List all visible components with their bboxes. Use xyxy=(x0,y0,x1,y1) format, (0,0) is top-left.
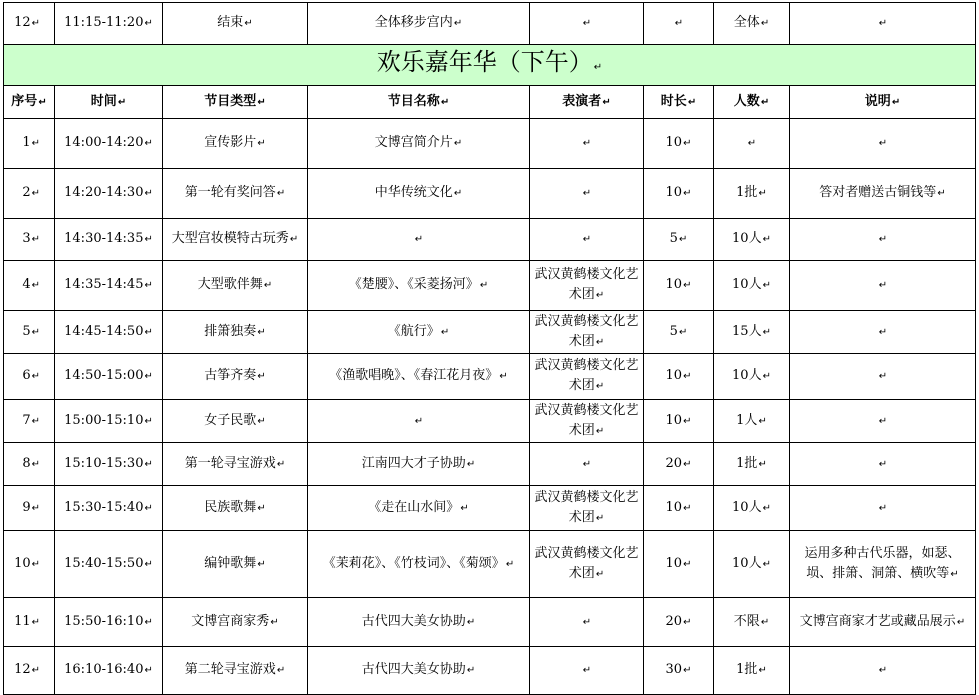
cell-seq: 2↵ xyxy=(4,169,55,219)
cell-time: 14:20-14:30↵ xyxy=(55,169,163,219)
cell-note: ↵ xyxy=(790,261,976,311)
table-row xyxy=(4,311,976,354)
cell-time: 15:50-16:10↵ xyxy=(55,598,163,647)
cell-performer: 武汉黄鹤楼文化艺术团↵ xyxy=(530,400,644,443)
cell-seq: 9↵ xyxy=(4,486,55,531)
cell-people: 1批↵ xyxy=(714,169,790,219)
cell-name: 江南四大才子协助↵ xyxy=(308,443,530,486)
top-row xyxy=(4,3,976,45)
table-row xyxy=(4,443,976,486)
cell-name: 中华传统文化↵ xyxy=(308,169,530,219)
cell-duration: 10↵ xyxy=(644,354,714,400)
cell-type: 第一轮有奖问答↵ xyxy=(163,169,308,219)
cell-note: ↵ xyxy=(790,311,976,354)
cell-time: 15:00-15:10↵ xyxy=(55,400,163,443)
cell-duration: 10↵ xyxy=(644,531,714,598)
cell-people: ↵ xyxy=(714,119,790,169)
cell-name: 古代四大美女协助↵ xyxy=(308,598,530,647)
table-row xyxy=(4,219,976,261)
cell-people: 1人↵ xyxy=(714,400,790,443)
cell-name: 《茉莉花》、《竹枝词》、《菊颂》↵ xyxy=(308,531,530,598)
cell-performer: 武汉黄鹤楼文化艺术团↵ xyxy=(530,261,644,311)
cell-performer: 武汉黄鹤楼文化艺术团↵ xyxy=(530,531,644,598)
cell-duration: 5↵ xyxy=(644,311,714,354)
cell-duration: 10↵ xyxy=(644,169,714,219)
header-performer: 表演者↵ xyxy=(530,86,644,119)
cell-note: ↵ xyxy=(790,219,976,261)
cell-seq: 8↵ xyxy=(4,443,55,486)
table-row xyxy=(4,354,976,400)
cell-seq: 11↵ xyxy=(4,598,55,647)
cell-people: 10人↵ xyxy=(714,354,790,400)
cell-note: ↵ xyxy=(790,486,976,531)
table-row xyxy=(4,531,976,598)
cell-time: 14:30-14:35↵ xyxy=(55,219,163,261)
cell-note: ↵ xyxy=(790,443,976,486)
cell-performer: ↵ xyxy=(530,3,644,45)
cell-performer: 武汉黄鹤楼文化艺术团↵ xyxy=(530,486,644,531)
table-row xyxy=(4,647,976,695)
cell-duration: 10↵ xyxy=(644,486,714,531)
cell-type: 第一轮寻宝游戏↵ xyxy=(163,443,308,486)
header-type: 节目类型↵ xyxy=(163,86,308,119)
table-row xyxy=(4,169,976,219)
table-row xyxy=(4,119,976,169)
cell-type: 民族歌舞↵ xyxy=(163,486,308,531)
header-row xyxy=(4,86,976,119)
table-row xyxy=(4,486,976,531)
cell-time: 14:45-14:50↵ xyxy=(55,311,163,354)
cell-type: 第二轮寻宝游戏↵ xyxy=(163,647,308,695)
header-duration: 时长↵ xyxy=(644,86,714,119)
section-banner xyxy=(4,45,976,86)
cell-performer: ↵ xyxy=(530,443,644,486)
section-title: 欢乐嘉年华（下午）↵ xyxy=(4,45,976,86)
cell-performer: ↵ xyxy=(530,598,644,647)
cell-time: 14:50-15:00↵ xyxy=(55,354,163,400)
cell-type: 结束↵ xyxy=(163,3,308,45)
cell-duration: 10↵ xyxy=(644,261,714,311)
cell-seq: 3↵ xyxy=(4,219,55,261)
cell-type: 文博宫商家秀↵ xyxy=(163,598,308,647)
cell-people: 10人↵ xyxy=(714,531,790,598)
cell-performer: ↵ xyxy=(530,119,644,169)
cell-name: 古代四大美女协助↵ xyxy=(308,647,530,695)
cell-name: 《楚腰》、《采菱扬河》↵ xyxy=(308,261,530,311)
cell-name: 《走在山水间》↵ xyxy=(308,486,530,531)
cell-type: 编钟歌舞↵ xyxy=(163,531,308,598)
cell-people: 15人↵ xyxy=(714,311,790,354)
cell-time: 15:30-15:40↵ xyxy=(55,486,163,531)
cell-type: 古筝齐奏↵ xyxy=(163,354,308,400)
cell-seq: 12↵ xyxy=(4,647,55,695)
cell-people: 1批↵ xyxy=(714,647,790,695)
cell-note: ↵ xyxy=(790,119,976,169)
cell-time: 11:15-11:20↵ xyxy=(55,3,163,45)
cell-duration: 10↵ xyxy=(644,119,714,169)
cell-performer: ↵ xyxy=(530,647,644,695)
cell-duration: 10↵ xyxy=(644,400,714,443)
cell-note: ↵ xyxy=(790,647,976,695)
cell-name: ↵ xyxy=(308,400,530,443)
cell-seq: 12↵ xyxy=(4,3,55,45)
cell-time: 16:10-16:40↵ xyxy=(55,647,163,695)
cell-seq: 4↵ xyxy=(4,261,55,311)
cell-note: ↵ xyxy=(790,354,976,400)
cell-time: 15:40-15:50↵ xyxy=(55,531,163,598)
cell-performer: ↵ xyxy=(530,169,644,219)
cell-type: 大型宫妆模特古玩秀↵ xyxy=(163,219,308,261)
cell-type: 女子民歌↵ xyxy=(163,400,308,443)
cell-duration: ↵ xyxy=(644,3,714,45)
cell-note: ↵ xyxy=(790,3,976,45)
cell-people: 10人↵ xyxy=(714,486,790,531)
cell-seq: 10↵ xyxy=(4,531,55,598)
cell-name: 文博宫简介片↵ xyxy=(308,119,530,169)
table-row xyxy=(4,400,976,443)
cell-name: ↵ xyxy=(308,219,530,261)
cell-note: 运用多种古代乐器，如瑟、埙、排箫、洞箫、横吹等↵ xyxy=(790,531,976,598)
cell-note: ↵ xyxy=(790,400,976,443)
header-people: 人数↵ xyxy=(714,86,790,119)
cell-name: 《航行》↵ xyxy=(308,311,530,354)
cell-performer: ↵ xyxy=(530,219,644,261)
cell-name: 全体移步宫内↵ xyxy=(308,3,530,45)
cell-name: 《渔歌唱晚》、《春江花月夜》↵ xyxy=(308,354,530,400)
cell-seq: 5↵ xyxy=(4,311,55,354)
cell-time: 15:10-15:30↵ xyxy=(55,443,163,486)
program-schedule-table xyxy=(3,2,976,695)
cell-note: 答对者赠送古铜钱等↵ xyxy=(790,169,976,219)
cell-seq: 7↵ xyxy=(4,400,55,443)
header-note: 说明↵ xyxy=(790,86,976,119)
cell-time: 14:00-14:20↵ xyxy=(55,119,163,169)
cell-type: 排箫独奏↵ xyxy=(163,311,308,354)
cell-people: 10人↵ xyxy=(714,261,790,311)
cell-performer: 武汉黄鹤楼文化艺术团↵ xyxy=(530,354,644,400)
cell-type: 宣传影片↵ xyxy=(163,119,308,169)
cell-people: 1批↵ xyxy=(714,443,790,486)
header-seq: 序号↵ xyxy=(4,86,55,119)
cell-duration: 30↵ xyxy=(644,647,714,695)
cell-people: 不限↵ xyxy=(714,598,790,647)
cell-seq: 6↵ xyxy=(4,354,55,400)
cell-duration: 5↵ xyxy=(644,219,714,261)
cell-time: 14:35-14:45↵ xyxy=(55,261,163,311)
header-name: 节目名称↵ xyxy=(308,86,530,119)
cell-duration: 20↵ xyxy=(644,598,714,647)
cell-note: 文博宫商家才艺或藏品展示↵ xyxy=(790,598,976,647)
cell-people: 10人↵ xyxy=(714,219,790,261)
cell-duration: 20↵ xyxy=(644,443,714,486)
cell-performer: 武汉黄鹤楼文化艺术团↵ xyxy=(530,311,644,354)
table-row xyxy=(4,598,976,647)
header-time: 时间↵ xyxy=(55,86,163,119)
cell-people: 全体↵ xyxy=(714,3,790,45)
cell-type: 大型歌伴舞↵ xyxy=(163,261,308,311)
cell-seq: 1↵ xyxy=(4,119,55,169)
table-row xyxy=(4,261,976,311)
